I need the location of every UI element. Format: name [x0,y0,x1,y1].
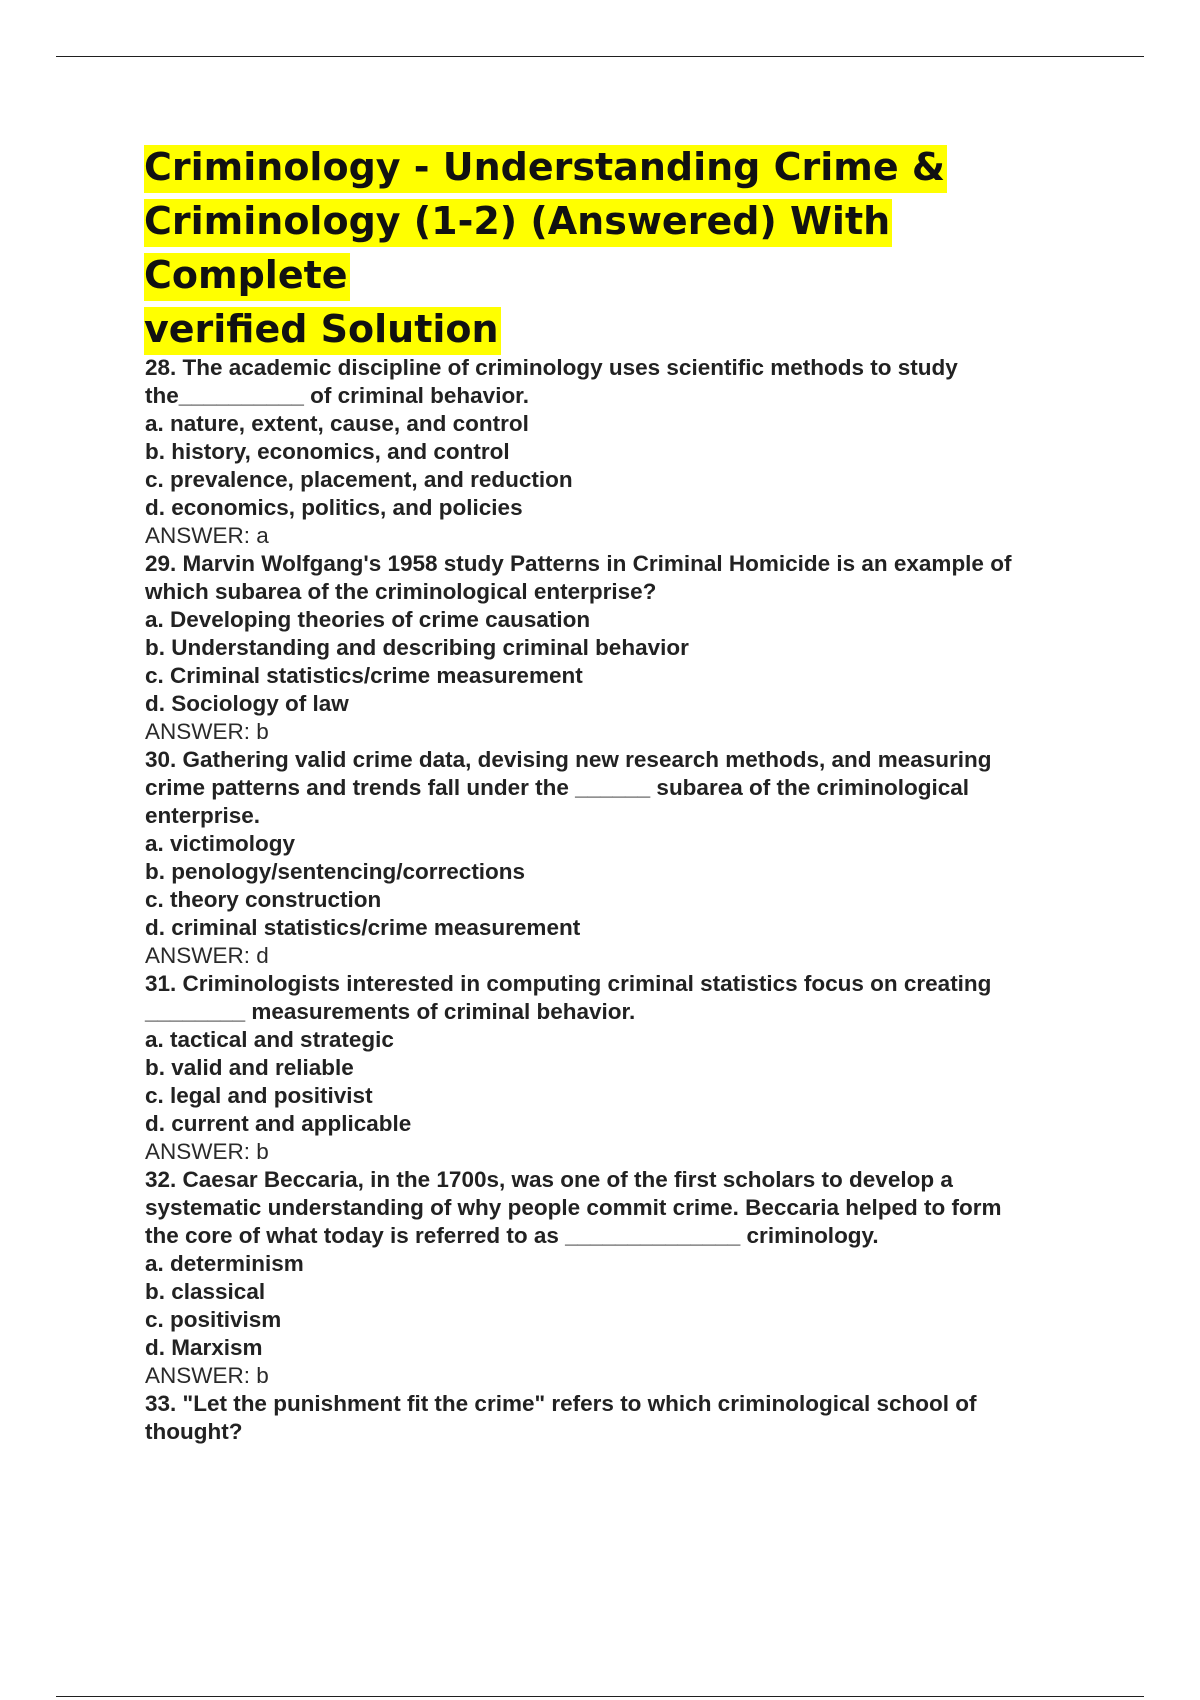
answer-option: d. Marxism [145,1335,263,1360]
answer-option: c. theory construction [145,887,382,912]
question-text: 30. Gathering valid crime data, devising new research methods, and measuring [145,747,992,772]
answer-option: a. determinism [145,1251,304,1276]
question-text: the__________ of criminal behavior. [145,383,529,408]
question-text: 32. Caesar Beccaria, in the 1700s, was one of the first scholars to develop a [145,1167,953,1192]
question-text: 31. Criminologists interested in computing criminal statistics focus on creating [145,971,992,996]
title-line: Criminology (1-2) (Answered) With Complete [144,199,892,301]
answer-option: d. criminal statistics/crime measurement [145,915,581,940]
title-line: Criminology - Understanding Crime & [144,145,947,193]
answer-option: b. valid and reliable [145,1055,354,1080]
answer-option: b. penology/sentencing/corrections [145,859,526,884]
top-rule [56,56,1144,57]
question-list [145,354,1085,1446]
answer-key: ANSWER: a [145,523,269,548]
answer-option: b. classical [145,1279,266,1304]
answer-option: c. legal and positivist [145,1083,373,1108]
question-text: 28. The academic discipline of criminology uses scientific methods to study [145,355,958,380]
answer-option: d. current and applicable [145,1111,412,1136]
answer-option: d. Sociology of law [145,691,349,716]
answer-option: c. positivism [145,1307,282,1332]
question-text: enterprise. [145,803,261,828]
answer-key: ANSWER: b [145,1363,269,1388]
question-33 [145,1390,1085,1446]
answer-option: a. Developing theories of crime causation [145,607,591,632]
answer-option: b. history, economics, and control [145,439,510,464]
question-text: systematic understanding of why people commit crime. Beccaria helped to form [145,1195,1002,1220]
question-text: which subarea of the criminological enterprise? [145,579,657,604]
answer-option: a. victimology [145,831,296,856]
question-text: crime patterns and trends fall under the ______ subarea of the criminological [145,775,969,800]
question-text: thought? [145,1419,243,1444]
answer-option: a. nature, extent, cause, and control [145,411,529,436]
answer-option: c. Criminal statistics/crime measurement [145,663,583,688]
answer-key: ANSWER: d [145,943,269,968]
answer-option: c. prevalence, placement, and reduction [145,467,573,492]
question-32 [145,1166,1085,1390]
answer-option: b. Understanding and describing criminal behavior [145,635,689,660]
question-31 [145,970,1085,1166]
answer-option: a. tactical and strategic [145,1027,394,1052]
question-28 [145,354,1085,550]
question-text: the core of what today is referred to as ______________ criminology. [145,1223,879,1248]
answer-option: d. economics, politics, and policies [145,495,523,520]
document-title [144,140,1044,356]
question-text: 29. Marvin Wolfgang's 1958 study Patterns in Criminal Homicide is an example of [145,551,1012,576]
title-line: verified Solution [144,307,501,355]
answer-key: ANSWER: b [145,1139,269,1164]
question-30 [145,746,1085,970]
question-text: ________ measurements of criminal behavior. [145,999,636,1024]
question-text: 33. "Let the punishment fit the crime" refers to which criminological school of [145,1391,977,1416]
answer-key: ANSWER: b [145,719,269,744]
question-29 [145,550,1085,746]
bottom-rule [56,1696,1144,1697]
